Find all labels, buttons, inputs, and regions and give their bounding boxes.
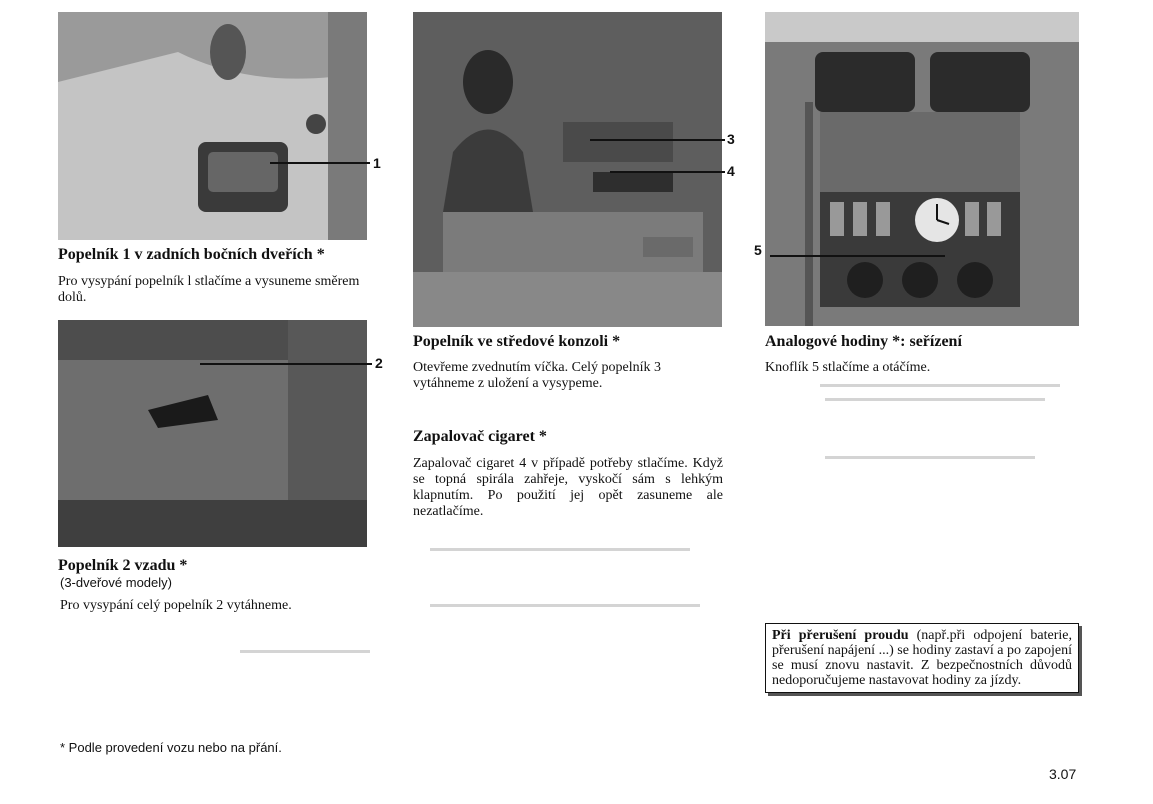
rear-ashtray-text: Pro vysypání celý popelník 2 vytáhneme. bbox=[60, 598, 292, 613]
rear-ashtray-subtitle: (3-dveřové modely) bbox=[60, 575, 172, 590]
photo-rear-ashtray bbox=[58, 320, 367, 547]
photo-center-console bbox=[413, 12, 722, 327]
page-number: 3.07 bbox=[1049, 766, 1077, 782]
leader-4 bbox=[610, 171, 725, 173]
note-text: (např.při odpojení baterie, přerušení napájení ...) se hodiny zastaví a po zapojení se musí znovu nastavit. Z bezpečnostních důvodů nedoporučujeme nastavovat hodiny za jízdy. bbox=[772, 628, 1073, 688]
leader-2 bbox=[200, 363, 372, 365]
bleed-through-line bbox=[825, 398, 1045, 401]
bleed-through-line bbox=[240, 650, 370, 653]
callout-1: 1 bbox=[373, 155, 381, 171]
photo-dashboard-clock bbox=[765, 12, 1079, 326]
note-bold-lead: Při přerušení proudu bbox=[772, 628, 909, 643]
footnote: * Podle provedení vozu nebo na přání. bbox=[60, 740, 282, 755]
photo-rear-door-ashtray bbox=[58, 12, 367, 240]
clock-text: Knoflík 5 stlačíme a otáčíme. bbox=[765, 360, 931, 375]
bleed-through-line bbox=[820, 384, 1060, 387]
clock-title: Analogové hodiny *: seřízení bbox=[765, 333, 962, 350]
power-interruption-note bbox=[765, 623, 1079, 693]
rear-door-ashtray-title: Popelník 1 v zadních bočních dveřích * bbox=[58, 246, 325, 263]
bleed-through-line bbox=[430, 548, 690, 551]
lighter-text: Zapalovač cigaret 4 v případě potřeby stlačíme. Když se topná spirála zahřeje, vyskočí sám s lehkým klapnutím. Po použití jej opět zasuneme ale nezatlačíme. bbox=[413, 456, 723, 519]
callout-3: 3 bbox=[727, 131, 735, 147]
leader-3 bbox=[590, 139, 725, 141]
lighter-title: Zapalovač cigaret * bbox=[413, 428, 547, 445]
leader-1 bbox=[270, 162, 370, 164]
bleed-through-line bbox=[825, 456, 1035, 459]
console-ashtray-title: Popelník ve středové konzoli * bbox=[413, 333, 621, 350]
console-ashtray-text: Otevřeme zvednutím víčka. Celý popelník 3 vytáhneme z uložení a vysypeme. bbox=[413, 360, 662, 391]
leader-5 bbox=[770, 255, 945, 257]
callout-2: 2 bbox=[375, 355, 383, 371]
rear-ashtray-title: Popelník 2 vzadu * bbox=[58, 557, 188, 574]
callout-5: 5 bbox=[754, 242, 762, 258]
callout-4: 4 bbox=[727, 163, 735, 179]
rear-door-ashtray-text: Pro vysypání popelník l stlačíme a vysuneme směrem dolů. bbox=[58, 274, 360, 305]
bleed-through-line bbox=[430, 604, 700, 607]
